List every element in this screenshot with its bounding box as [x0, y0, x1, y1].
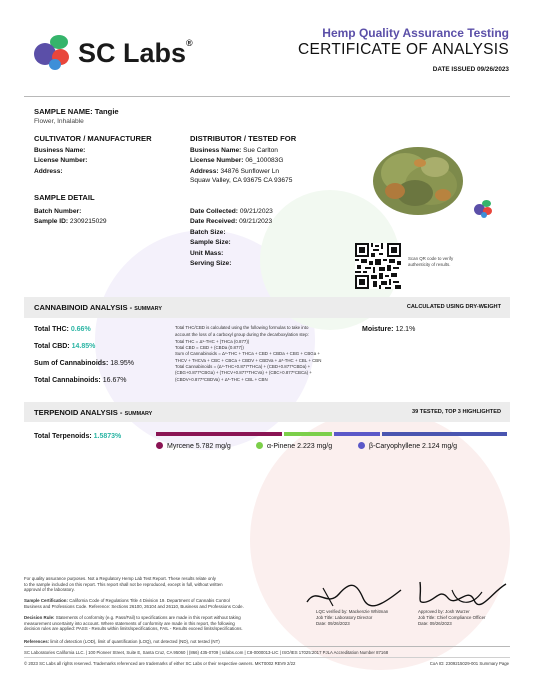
signature-right-name: Approved by: Josh Wurzer — [418, 609, 470, 614]
qr-note-line1: Scan QR code to verify — [408, 256, 454, 261]
signature-left-title: Job Title: Laboratory Director — [316, 615, 373, 620]
formula-block — [175, 325, 355, 383]
formula-line: Total THC/CBD is calculated using the following formulas to take into — [175, 325, 309, 330]
terpene-bar-segment — [334, 432, 380, 436]
footer-divider — [24, 646, 510, 647]
footer-address: SC Laboratories California LLC. | 100 Pioneer Street, Suite E, Santa Cruz, CA 95060 | (866) 435-0709 | sclabs.com | C8-0000013-LIC | ISO/IES 17025:2017 PJLA Accreditation Number 87168 — [24, 650, 389, 655]
signature-left-name: LQC verified by: Mackenzie Whitman — [316, 609, 389, 614]
signature-right — [412, 578, 512, 610]
total-cbd: Total CBD: 14.85% — [34, 343, 96, 350]
batch-size-label: Batch Size: — [190, 229, 226, 236]
formula-line: THCV + THCVa + CBC + CBCa + CBDV + CBDVa + Δ⁸-THC + CBL + CBN — [175, 357, 322, 363]
date-collected: Date Collected: 09/21/2023 — [190, 208, 273, 215]
distributor-address: Address: 34876 Sunflower Ln — [190, 168, 280, 175]
terpene-bar-segment — [382, 432, 507, 436]
footer-copyright: © 2023 SC Labs all rights reserved. Trademarks referenced are trademarks of either SC Labs or their respective owners. MKT0002 REV9 2/22 — [24, 661, 296, 666]
qr-code[interactable] — [355, 243, 401, 289]
distributor-license: License Number: 06_100083G — [190, 157, 284, 164]
disclaimer — [24, 576, 314, 593]
decision_lines-line: decision rules are applied: PASS - Results within limits/specifications, FAIL - Results exceed limits/specifications. — [24, 626, 243, 632]
terpene-legend-item — [256, 442, 332, 450]
formula-line: (CBG+0.877*CBGa) + (THCV+0.877*THCVa) + (CBC+0.877*CBCa) + — [175, 370, 312, 376]
distributor-business: Business Name: Sue Carlton — [190, 147, 278, 154]
sample-type: Flower, Inhalable — [34, 118, 84, 125]
decision_lines-line: Statements of conformity (e.g. Pass/Fail) to specifications are made in this report without taking — [55, 615, 241, 620]
date-received: Date Received: 09/21/2023 — [190, 218, 273, 225]
date-issued: DATE ISSUED 09/26/2023 — [432, 66, 509, 73]
disclaimer-line: approval of the laboratory. — [24, 587, 75, 593]
decision-rule: Decision Rule: Statements of conformity (e.g. Pass/Fail) to specifications are made in this report without taking measurement uncertainty into account. Where statements of conformity are made in this report, the following decision rules are applied: PASS - Results within limits/specifications, FAIL - Results exceed limits/specifications. — [24, 615, 314, 632]
flower-product-image — [365, 133, 470, 221]
cultivator-license-label: License Number: — [34, 157, 88, 164]
signature-right-title: Job Title: Chief Compliance Officer — [418, 615, 486, 620]
small-logo-icon — [474, 200, 494, 218]
terpene-bar-segment — [284, 432, 332, 436]
terpene-bar — [156, 432, 507, 436]
sample-id: Sample ID: 2309215029 — [34, 218, 107, 225]
sum-cannabinoids: Sum of Cannabinoids: 18.95% — [34, 360, 134, 367]
terpene-legend-item — [358, 442, 457, 450]
terpene-bar-segment — [156, 432, 282, 436]
formula-line: Total Cannabinoids = (Δ⁹-THC+0.877*THCa) + (CBD+0.877*CBDa) + — [175, 363, 311, 369]
distributor-heading: DISTRIBUTOR / TESTED FOR — [190, 134, 297, 143]
formula-line: Sum of Cannabinoids = Δ⁹-THC + THCa + CBD + CBDa + CBG + CBGa + — [175, 351, 320, 357]
sample-size-label: Sample Size: — [190, 239, 231, 246]
cultivator-address-label: Address: — [34, 168, 63, 175]
qr-note-line2: authenticity of results. — [408, 262, 451, 267]
terpenoid-tested-note: 39 TESTED, TOP 3 HIGHLIGHTED — [412, 409, 501, 415]
disclaimer-line: For quality assurance purposes. Not a Regulatory Hemp Lab Test Report. These results relate only — [24, 576, 216, 581]
unit-mass-label: Unit Mass: — [190, 250, 224, 257]
header-subtitle: Hemp Quality Assurance Testing — [322, 26, 509, 40]
footer-coa-id: CoA ID: 2309215029-001 Summary Page — [429, 661, 509, 666]
signature-left-date: Date: 09/26/2023 — [316, 621, 350, 626]
sc-labs-logo — [34, 35, 74, 71]
total-cannabinoids: Total Cannabinoids: 16.67% — [34, 377, 127, 384]
formula-line: (CBDV+0.877*CBDVa) + Δ⁸-THC + CBL + CBN — [175, 376, 268, 382]
spec_lines-line: California Code of Regulations Title 4 Division 19. Department of Cannabis Control — [69, 598, 230, 603]
signature-left — [305, 582, 405, 610]
page-title: CERTIFICATE OF ANALYSIS — [297, 41, 509, 58]
terpene-legend-label: α-Pinene 2.223 mg/g — [267, 443, 333, 450]
terpene-legend-label: Myrcene 5.782 mg/g — [167, 443, 231, 450]
decision_lines-line: measurement uncertainty into account. Where statements of conformity are made in this report, the following — [24, 620, 235, 626]
batch-number-label: Batch Number: — [34, 208, 82, 215]
cultivator-business-label: Business Name: — [34, 147, 86, 154]
serving-size-label: Serving Size: — [190, 260, 232, 267]
brand-name: SC Labs® — [78, 38, 193, 68]
distributor-address-line2: Squaw Valley, CA 93675 CA 93675 — [190, 177, 293, 184]
terpenoid-title: TERPENOID ANALYSIS - SUMMARY — [34, 408, 153, 417]
cultivator-heading: CULTIVATOR / MANUFACTURER — [34, 134, 152, 143]
moisture: Moisture: 12.1% — [362, 326, 416, 333]
disclaimer-line: to the sample included on this report. This report shall not be reproduced, except in full, without written — [24, 581, 223, 587]
references: References: limit of detection (LOD), limit of quantification (LOQ), not detected (ND), not tested (NT) — [24, 639, 220, 644]
terpene-color-dot-icon — [256, 442, 263, 449]
sample-detail-heading: SAMPLE DETAIL — [34, 193, 95, 202]
footer-divider-2 — [24, 657, 510, 658]
total-terpenoids: Total Terpenoids: 1.5873% — [34, 433, 122, 440]
formula-line: Total CBD = CBD + (CBDa (0.877)) — [175, 345, 244, 351]
formula-line: Total THC = Δ⁹-THC + (THCa (0.877)) — [175, 338, 250, 344]
terpene-legend-label: β-Caryophyllene 2.124 mg/g — [369, 443, 458, 450]
total-thc: Total THC: 0.66% — [34, 326, 91, 333]
dry-weight-note: CALCULATED USING DRY-WEIGHT — [406, 304, 501, 310]
formula-line: account the loss of a carboxyl group during the decarboxylation step: — [175, 332, 309, 338]
spec_lines-line: Business and Professions Code. Reference: Sections 26100, 26104 and 26110, Business and Professions Code. — [24, 603, 244, 609]
header-divider — [24, 96, 510, 97]
cannabinoid-title: CANNABINOID ANALYSIS - SUMMARY — [34, 303, 162, 312]
sample-name: SAMPLE NAME: Tangie — [34, 107, 119, 116]
terpene-color-dot-icon — [156, 442, 163, 449]
terpene-legend-item — [156, 442, 231, 450]
terpene-color-dot-icon — [358, 442, 365, 449]
terpene-legend — [156, 442, 516, 454]
sample-certification: Sample Certification: California Code of Regulations Title 4 Division 19. Department of Cannabis Control Business and Professions Code. Reference: Sections 26100, 26104 and 26110, Business and Professions Code. — [24, 598, 314, 609]
signature-right-date: Date: 09/26/2023 — [418, 621, 452, 626]
